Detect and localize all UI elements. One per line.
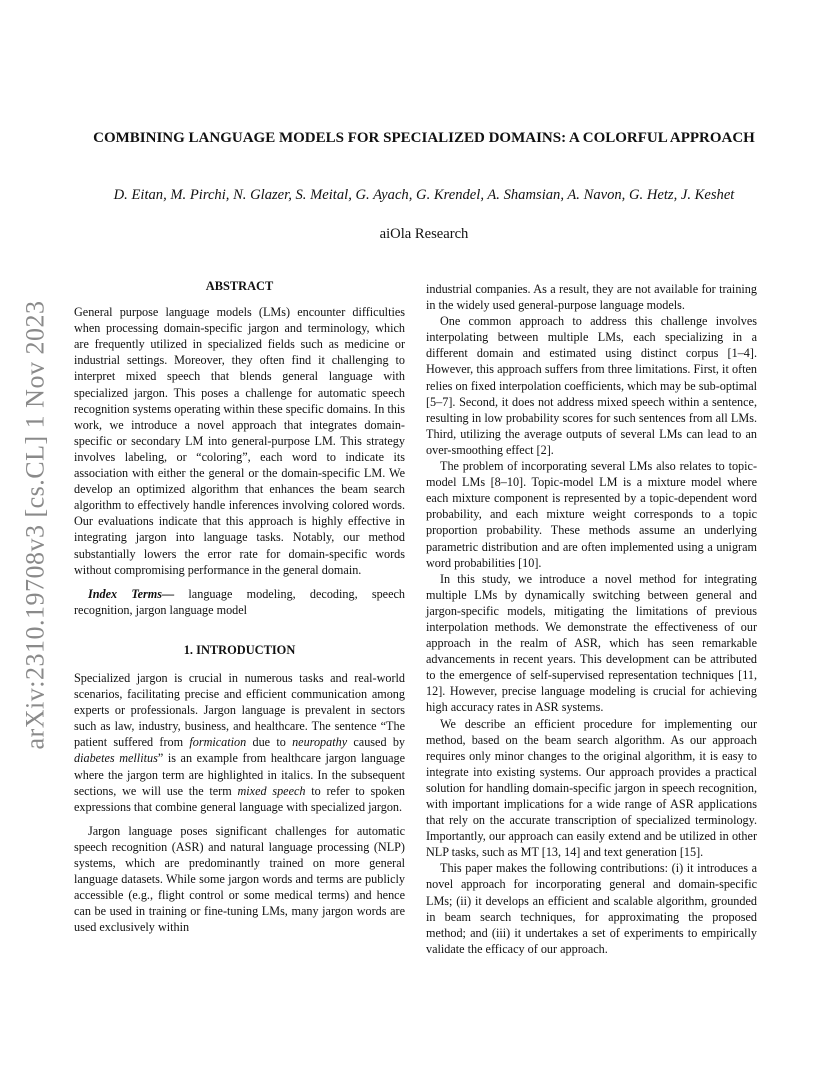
intro-p1-italic-3: diabetes mellitus (74, 751, 158, 766)
intro-p1-text-c: caused by (347, 735, 406, 750)
intro-paragraph-3: One common approach to address this challenge involves interpolating between multiple LMs, each specializing in a different domain and estimated using distinct corpus [1–4]. However, this approach suffers from three limitations. First, it often relies on fixed interpolation coefficients, which may be sub-optimal [5–7]. Second, it does not address mixed speech within a sentence, resulting in low probability scores for such sentences from all LMs. Third, utilizing the average outputs of several LMs can lead to an over-smoothing effect [2]. (426, 314, 757, 457)
abstract-text: General purpose language models (LMs) encounter difficulties when processing domain-specific jargon and terminology, which are frequently utilized in specialized fields such as medicine or industrial settings. Moreover, they often find it challenging to interpret mixed speech that blends general language with specialized jargon. This poses a challenge for automatic speech recognition systems operating within these specific domains. In this work, we introduce a novel approach that integrates domain-specific or secondary LM into general-purpose LM. This strategy involves labeling, or “coloring”, each word to indicate its association with either the general or the domain-specific LM. We develop an optimized algorithm that enhances the beam search algorithm to effectively handle inferences involving colored words. Our evaluations indicate that this approach is highly effective in integrating jargon into language tasks. Notably, our method substantially lowers the error rate for domain-specific words without compromising performance in the general domain. (74, 305, 405, 577)
paper-title: COMBINING LANGUAGE MODELS FOR SPECIALIZED DOMAINS: A COLORFUL APPROACH (93, 130, 755, 146)
intro-paragraph-7: This paper makes the following contributions: (i) it introduces a novel approach for incorporating general and domain-specific LMs; (ii) it develops an efficient and scalable algorithm, grounded in beam search techniques, for approximating the proposed method; and (iii) it undertakes a set of experiments to empirically validate the efficacy of our approach. (426, 861, 757, 956)
intro-p1-italic-4: mixed speech (237, 783, 306, 798)
intro-paragraph-1 (74, 670, 405, 815)
intro-p1-text-d: ” is an example from healthcare jargon language where the jargon term are highlighted in italics. In the subsequent sections, we will use the term (74, 751, 405, 798)
intro-paragraph-4: The problem of incorporating several LMs also relates to topic-model LMs [8–10]. Topic-model LM is a mixture model where each mixture component is represented by a topic-dependent word probability, and each mixture weight corresponds to a topic proportion probability. These methods assume an underlying parametric distribution and are often implemented using a unigram word probabilities [10]. (426, 459, 757, 570)
intro-p1-italic-2: neuropathy (292, 735, 348, 750)
arxiv-identifier-stamp (15, 290, 55, 760)
arxiv-identifier-text: arXiv:2310.19708v3 [cs.CL] 1 Nov 2023 (20, 300, 49, 750)
intro-p1-text-e: to refer to spoken expressions that combine general language with specialized jargon. (74, 783, 405, 814)
author-list: D. Eitan, M. Pirchi, N. Glazer, S. Meital, G. Ayach, G. Krendel, A. Shamsian, A. Navon, G. Hetz, J. Keshet (113, 187, 735, 203)
intro-paragraph-5: In this study, we introduce a novel method for integrating multiple LMs by dynamically switching between general and jargon-specific models, mitigating the limitations of previous interpolation methods. We demonstrate the effectiveness of our approach in the realm of ASR, which has seen remarkable advancements in recent years. This development can be attributed to the emergence of self-supervised representation techniques [11, 12]. However, precise language modeling is crucial for achieving high accuracy rates in ASR systems. (426, 571, 757, 715)
index-terms (74, 586, 405, 618)
abstract-heading: ABSTRACT (205, 279, 274, 293)
intro-p1-italic-1: formication (189, 735, 247, 750)
left-column (74, 278, 405, 935)
affiliation: aiOla Research (379, 226, 469, 242)
intro-paragraph-6: We describe an efficient procedure for implementing our method, based on the beam search algorithm. As our approach requires only minor changes to the original algorithm, it is easy to integrate into existing systems. Our approach provides a practical solution for handling domain-specific jargon in speech recognition, with important implications for a wide range of ASR applications that rely on the accurate transcription of specialized terminology. Importantly, our approach can easily extend and be utilized in other NLP tasks, such as MT [13, 14] and text generation [15]. (426, 716, 757, 860)
index-terms-label: Index Terms— (88, 586, 175, 601)
right-column (426, 281, 757, 957)
intro-heading: 1. INTRODUCTION (183, 642, 296, 657)
intro-paragraph-2: Jargon language poses significant challenges for automatic speech recognition (ASR) and natural language processing (NLP) systems, which are predominantly trained on more general language datasets. While some jargon words and terms are publicly accessible (e.g., flight control or some medical terms) and hence can be used in training or fine-tuning LMs, many jargon words are used exclusively within (74, 823, 405, 935)
index-terms-text: language modeling, decoding, speech recognition, jargon language model (74, 586, 405, 617)
intro-paragraph-2-continued: industrial companies. As a result, they are not available for training in the widely used general-purpose language models. (426, 282, 757, 313)
intro-p1-text-b: due to (246, 735, 293, 750)
intro-p1-text-a: Specialized jargon is crucial in numerous tasks and real-world scenarios, facilitating precise and efficient communication among experts or professionals. Jargon language is prevalent in sectors such as law, industry, business, and healthcare. The sentence “The patient suffered from (74, 670, 405, 750)
